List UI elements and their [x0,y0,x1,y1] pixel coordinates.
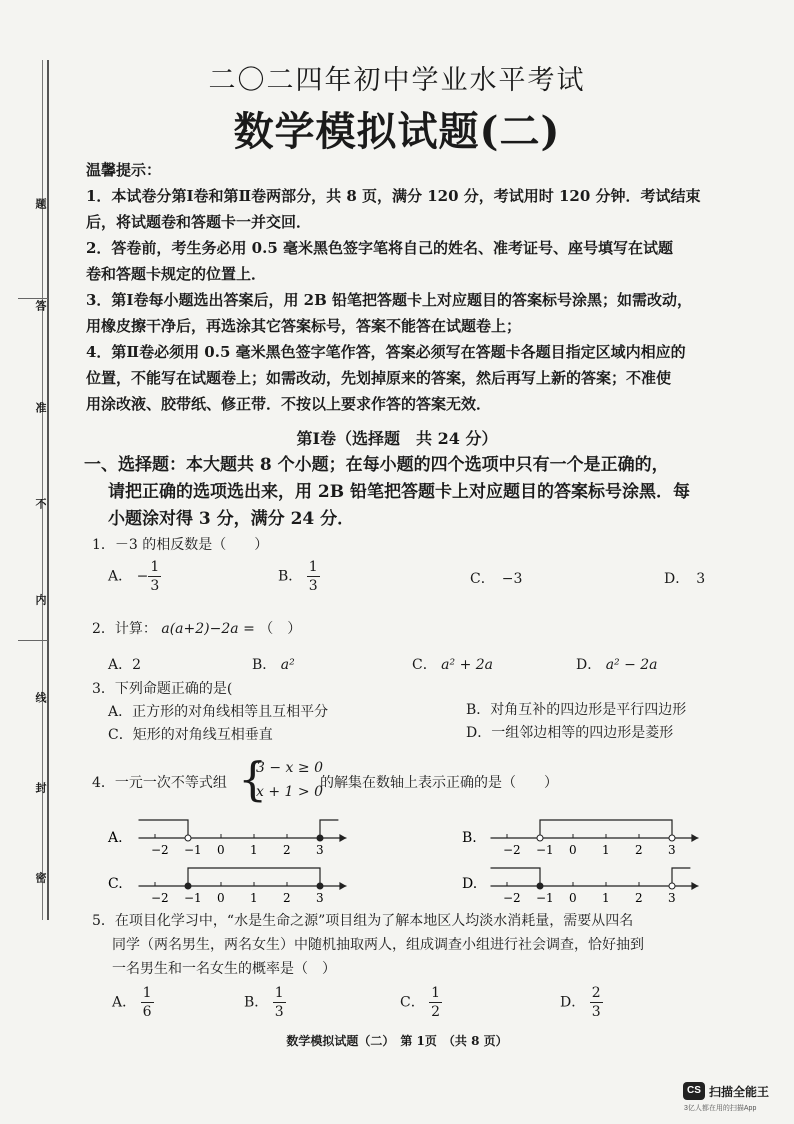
number-line-tick-label: 3 [668,843,676,857]
margin-char: 封 [34,782,47,793]
notice-line: 后，将试题卷和答题卡一并交回． [86,213,312,231]
solution-region [139,820,339,838]
axis-arrow-icon [339,882,346,890]
number-line-option-label: C. [108,876,123,892]
fraction [590,984,603,1021]
denominator: 6 [142,1004,152,1020]
option-label: B． [252,657,277,673]
section-instructions: 一、选择题：本大题共 8 个小题；在每小题的四个选项中只有一个是正确的， [84,455,669,475]
endpoint-dot [537,883,543,889]
fraction [429,984,442,1021]
denominator: 2 [431,1004,441,1020]
q3-option-a: A．正方形的对角线相等且互相平分 [108,704,329,720]
question-5-line: 一名男生和一名女生的概率是（ ） [112,961,336,977]
fraction-sign: − [136,568,149,585]
q5-option-d [560,984,603,1021]
stem-text: 2．计算： [92,621,157,637]
option-label: D． [560,994,586,1011]
notice-line: 位置，不能写在试题卷上；如需改动，先划掉原来的答案，然后再写上新的答案；不准使 [86,369,672,387]
notice-line: 4．第Ⅱ卷必须用 0.5 毫米黑色签字笔作答，答案必须写在答题卡各题目指定区域内相应的 [86,343,686,361]
endpoint-dot [185,835,191,841]
option-label: C． [400,994,425,1011]
option-label: B． [278,568,303,585]
question-4-stem-suffix: 的解集在数轴上表示正确的是（ ） [320,775,558,791]
margin-char: 内 [34,594,47,605]
number-line-tick-label: 0 [217,891,225,905]
numerator: 2 [591,985,601,1001]
fraction [273,984,286,1021]
number-line-tick-label: 2 [635,843,643,857]
number-line-option-label: B. [462,830,477,846]
q5-option-a [112,984,154,1021]
number-line-tick-label: 3 [668,891,676,905]
margin-char: 准 [34,402,47,413]
inequality-2: x + 1 > 0 [256,784,323,800]
exam-title-line2: 数学模拟试题(二) [233,108,561,155]
stem-text: （ ） [259,621,302,637]
notice-line: 2．答卷前，考生务必用 0.5 毫米黑色签字笔将自己的姓名、准考证号、座号填写在试题 [86,239,673,257]
section-instructions: 请把正确的选项选出来，用 2B 铅笔把答题卡上对应题目的答案标号涂黑．每 [108,482,691,502]
number-line-tick-label: 1 [250,891,258,905]
camscanner-logo-icon: CS [683,1082,705,1100]
q3-option-b: B．对角互补的四边形是平行四边形 [466,702,687,718]
fraction [141,984,154,1021]
denominator: 3 [150,578,160,594]
margin-char: 密 [34,872,47,883]
section-title: 第Ⅰ卷（选择题 共 24 分） [296,429,498,448]
option-label: A． [112,994,137,1011]
endpoint-dot [669,835,675,841]
option-label: D． [576,657,602,673]
number-line-tick-label: −1 [184,843,202,857]
number-line-tick-label: −2 [151,891,169,905]
option-label: C． [412,657,437,673]
question-5-line: 5．在项目化学习中，“水是生命之源”项目组为了解本地区人均淡水消耗量，需要从四名 [92,913,634,929]
q1-option-c: C． −3 [470,571,523,587]
stem-math: a(a+2)−2a = [161,621,255,637]
page-footer: 数学模拟试题（二） 第 1页 （共 8 页） [286,1034,508,1048]
system-brace: { [238,752,268,806]
number-line-tick-label: 3 [316,843,324,857]
denominator: 3 [308,578,318,594]
scanner-tagline: 3亿人都在用的扫描App [684,1105,757,1112]
endpoint-dot [537,835,543,841]
q5-option-c [400,984,442,1021]
margin-char: 题 [34,198,47,209]
number-line-tick-label: 0 [569,891,577,905]
number-line-tick-label: 0 [217,843,225,857]
denominator: 3 [591,1004,601,1020]
number-line-tick-label: −2 [503,843,521,857]
option-math: a² [280,657,295,673]
endpoint-dot [185,883,191,889]
q2-option-a: A．2 [108,657,142,673]
number-line-tick-label: 2 [635,891,643,905]
axis-arrow-icon [691,834,698,842]
notice-line: 3．第Ⅰ卷每小题选出答案后，用 2B 铅笔把答题卡上对应题目的答案标号涂黑；如需改动， [86,291,693,309]
notice-label: 温馨提示： [86,161,162,179]
number-line-tick-label: 1 [602,843,610,857]
solution-region [491,868,691,886]
exam-title-line1: 二〇二四年初中学业水平考试 [208,65,586,96]
denominator: 3 [274,1004,284,1020]
question-4-stem-prefix: 4．一元一次不等式组 [92,775,227,791]
q5-option-b [244,984,286,1021]
q3-option-d: D．一组邻边相等的四边形是菱形 [466,725,674,741]
number-line-tick-label: 2 [283,843,291,857]
number-line-tick-label: −2 [151,843,169,857]
question-1-stem: 1．－3 的相反数是（ ） [92,537,269,553]
option-math: a² + 2a [441,657,494,673]
number-line-tick-label: −1 [184,891,202,905]
numerator: 1 [274,985,284,1001]
option-math: a² − 2a [605,657,658,673]
axis-arrow-icon [691,882,698,890]
question-5-line: 同学（两名男生，两名女生）中随机抽取两人，组成调查小组进行社会调查，恰好抽到 [112,937,644,953]
question-3-stem: 3．下列命题正确的是( [92,681,233,697]
notice-line: 1．本试卷分第Ⅰ卷和第Ⅱ卷两部分，共 8 页，满分 120 分，考试用时 120 分钟．考试结束 [86,187,701,205]
inequality-1: 3 − x ≥ 0 [256,760,323,776]
numerator: 1 [150,559,160,575]
q1-option-d: D． 3 [664,571,706,587]
number-line-tick-label: 1 [250,843,258,857]
number-line-tick-label: 2 [283,891,291,905]
option-label: B． [244,994,269,1011]
option-label: A． [108,568,133,585]
number-line-tick-label: −2 [503,891,521,905]
number-line-option-label: D. [462,876,478,892]
number-line-tick-label: 0 [569,843,577,857]
number-line-tick-label: 3 [316,891,324,905]
scanner-name: 扫描全能王 [709,1085,770,1099]
endpoint-dot [317,883,323,889]
numerator: 1 [308,559,318,575]
numerator: 1 [142,985,152,1001]
section-instructions: 小题涂对得 3 分，满分 24 分． [108,509,355,529]
notice-line: 用橡皮擦干净后，再选涂其它答案标号，答案不能答在试题卷上； [86,317,522,335]
margin-char: 答 [34,300,47,311]
number-line-option-label: A. [108,830,123,846]
number-line-tick-label: 1 [602,891,610,905]
notice-line: 卷和答题卡规定的位置上． [86,265,267,283]
number-line-tick-label: −1 [536,843,554,857]
notice-line: 用涂改液、胶带纸、修正带．不按以上要求作答的答案无效． [86,395,492,413]
margin-char: 线 [34,692,47,703]
number-line-tick-label: −1 [536,891,554,905]
endpoint-dot [669,883,675,889]
axis-arrow-icon [339,834,346,842]
q3-option-c: C．矩形的对角线互相垂直 [108,727,273,743]
numerator: 1 [431,985,441,1001]
endpoint-dot [317,835,323,841]
margin-char: 不 [34,498,47,509]
